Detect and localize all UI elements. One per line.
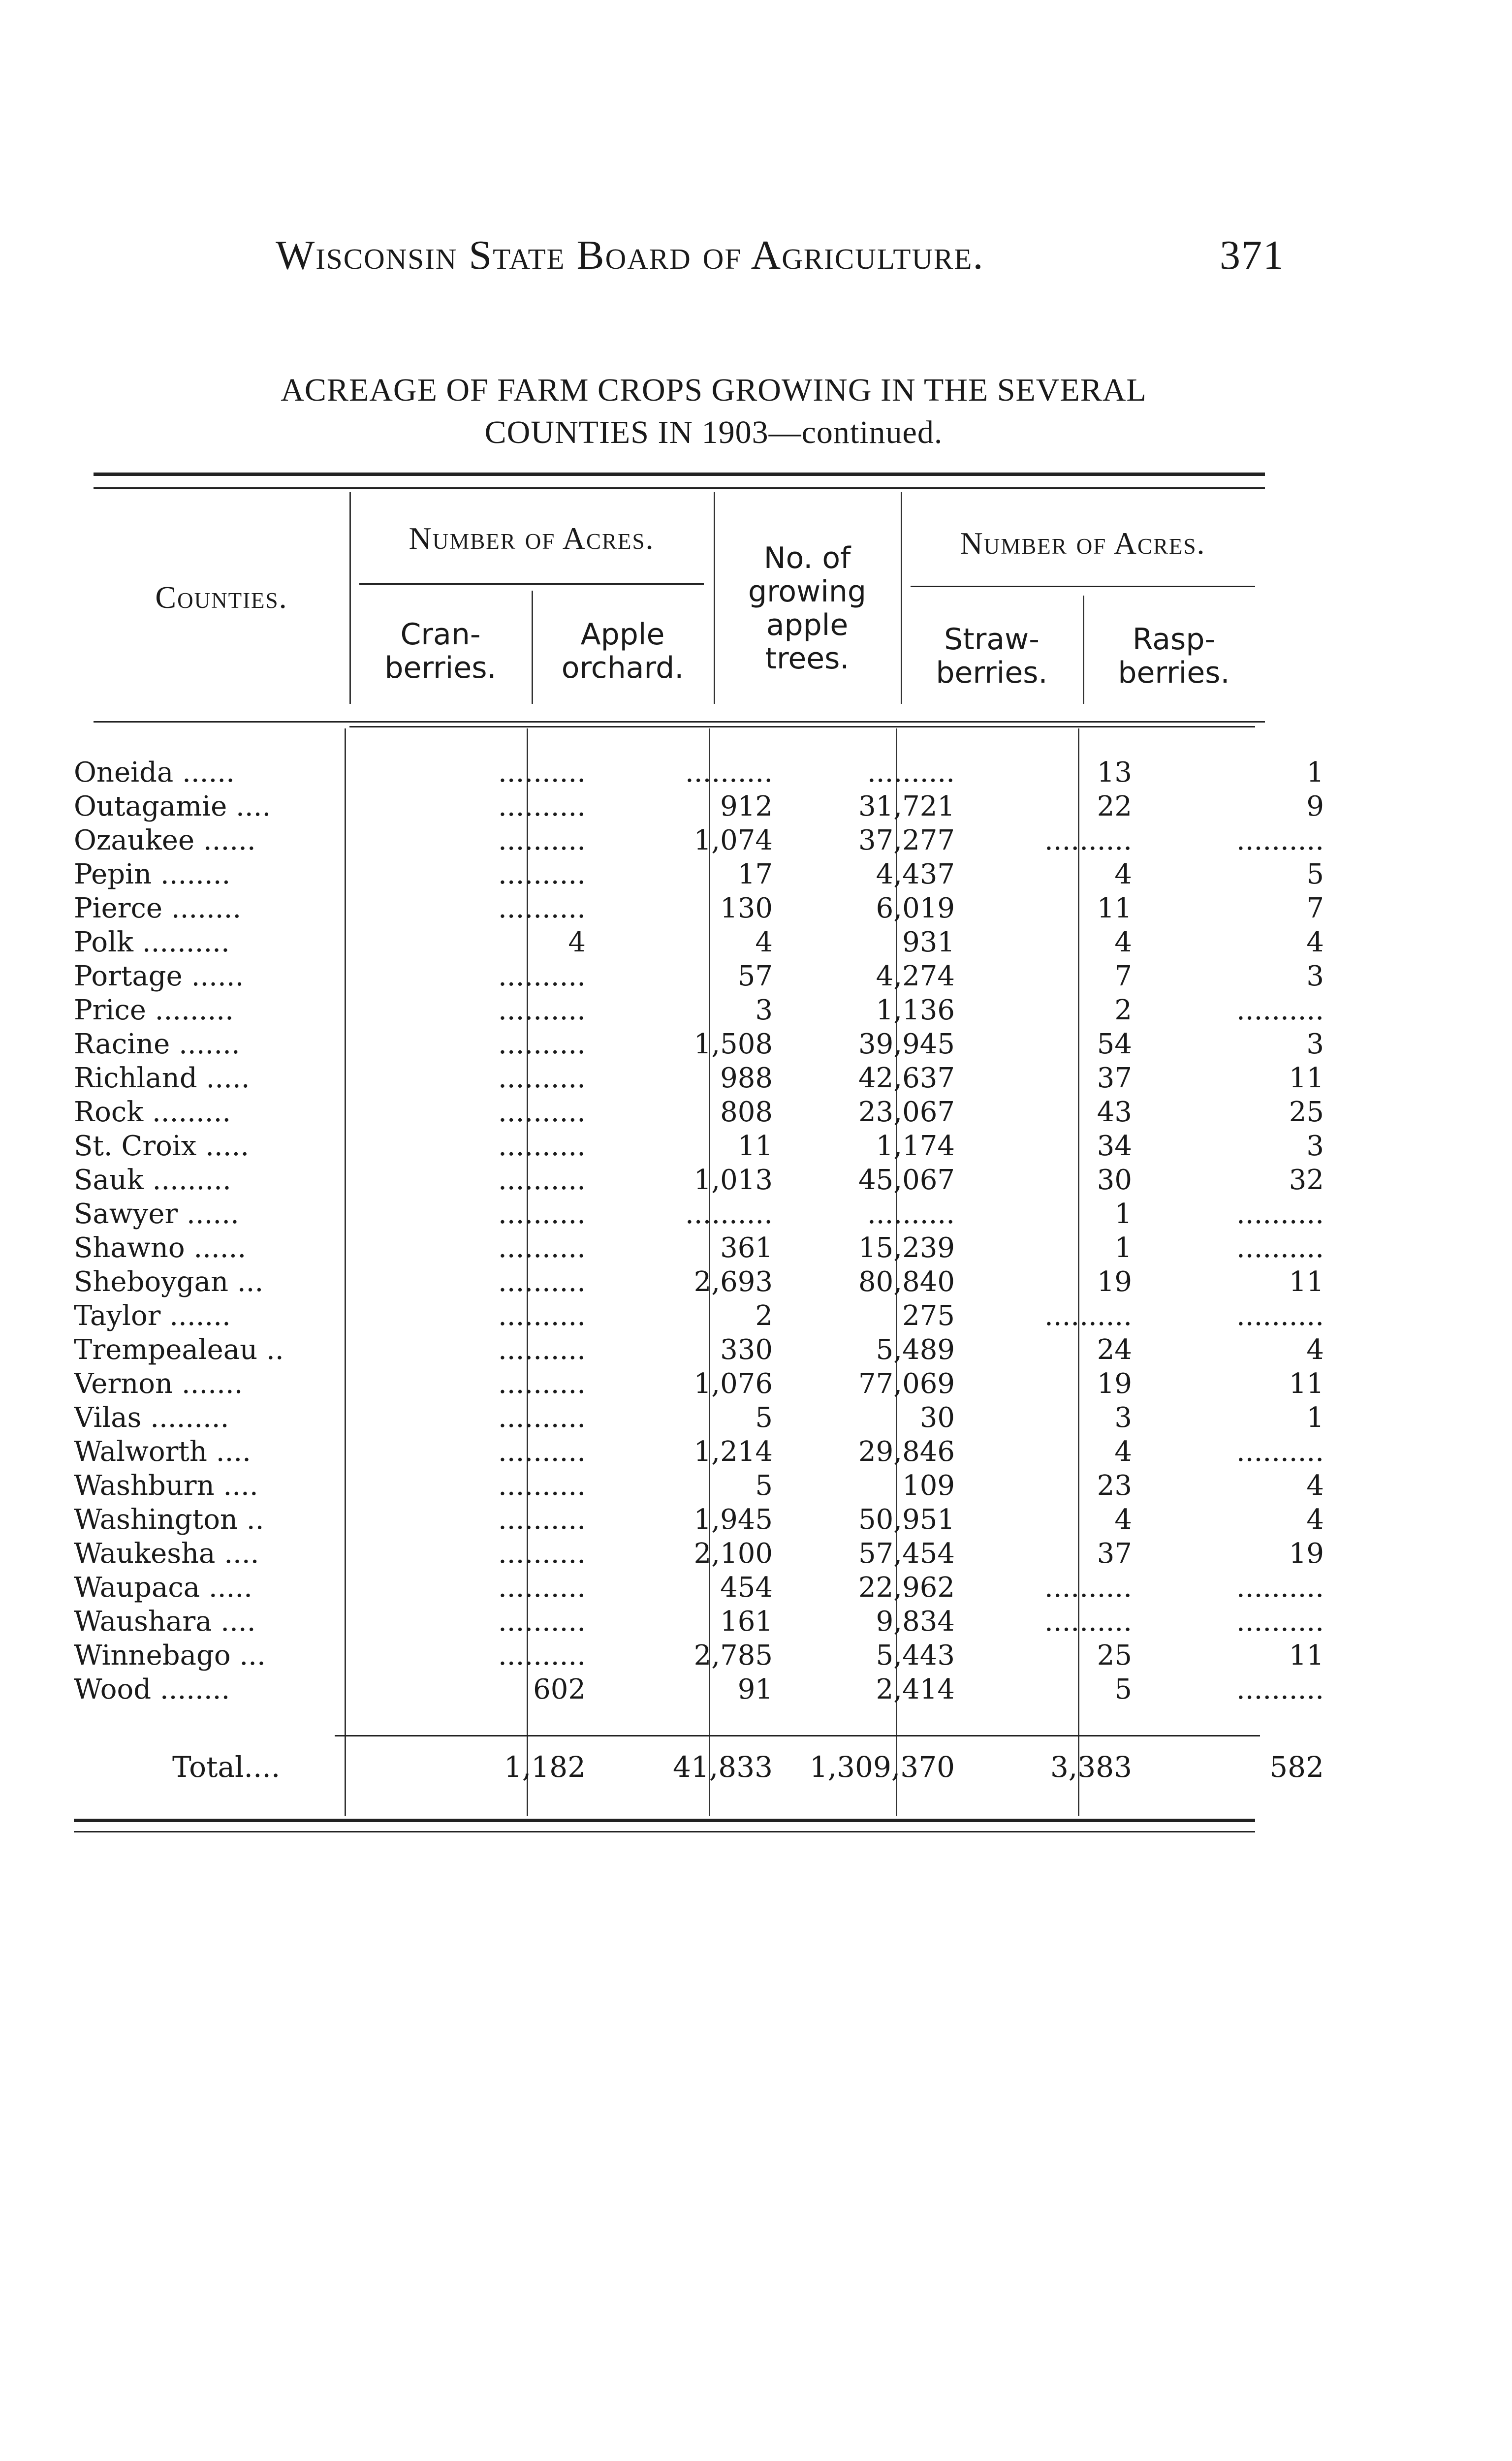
column-header-counties: Counties. bbox=[155, 580, 288, 615]
strawberries-value: 1 bbox=[1114, 1198, 1132, 1230]
raspberries-value: .......... bbox=[1236, 1673, 1324, 1705]
cranberries-value: .......... bbox=[498, 1232, 586, 1264]
strawberries-value: 13 bbox=[1097, 757, 1132, 789]
apple-orchard-value: 11 bbox=[737, 1130, 773, 1162]
total-cranberries: 1,182 bbox=[504, 1750, 586, 1784]
raspberries-value: 4 bbox=[1306, 1334, 1324, 1366]
strawberries-value: 11 bbox=[1097, 892, 1132, 924]
apple-trees-value: 2,414 bbox=[876, 1673, 955, 1705]
apple-orchard-value: 2,785 bbox=[693, 1640, 773, 1672]
apple-trees-value: 1,136 bbox=[876, 994, 955, 1026]
cranberries-value: 602 bbox=[533, 1673, 586, 1705]
county-name: Pierce ........ bbox=[74, 892, 242, 924]
column-header-line: Apple bbox=[580, 617, 665, 652]
apple-trees-value: 5,489 bbox=[876, 1334, 955, 1366]
total-strawberries: 3,383 bbox=[1050, 1750, 1132, 1784]
total-row bbox=[74, 1747, 1324, 1787]
cranberries-value: .......... bbox=[498, 1334, 586, 1366]
header-divider bbox=[349, 492, 351, 704]
total-label: Total.... bbox=[172, 1750, 281, 1784]
column-header-line: Cran- bbox=[400, 617, 481, 652]
county-name: Shawno ...... bbox=[74, 1232, 247, 1264]
apple-orchard-value: 5 bbox=[755, 1470, 773, 1502]
apple-trees-value: 42,637 bbox=[858, 1062, 955, 1094]
cranberries-value: 4 bbox=[568, 926, 586, 958]
apple-orchard-value: 1,214 bbox=[693, 1436, 773, 1468]
cranberries-value: .......... bbox=[498, 1368, 586, 1400]
table-top-rule bbox=[94, 473, 1265, 476]
strawberries-value: .......... bbox=[1044, 1572, 1132, 1604]
raspberries-value: 1 bbox=[1306, 1402, 1324, 1434]
county-name: Winnebago ... bbox=[74, 1640, 266, 1672]
table-row bbox=[74, 1503, 1324, 1537]
raspberries-value: 25 bbox=[1289, 1096, 1324, 1128]
table-row bbox=[74, 1333, 1324, 1367]
county-name: Sawyer ...... bbox=[74, 1198, 239, 1230]
cranberries-value: .......... bbox=[498, 1470, 586, 1502]
cranberries-value: .......... bbox=[498, 1572, 586, 1604]
cranberries-value: .......... bbox=[498, 790, 586, 822]
raspberries-value: .......... bbox=[1236, 1198, 1324, 1230]
strawberries-value: 37 bbox=[1097, 1062, 1132, 1094]
journal-title: Wisconsin State Board of Agriculture. bbox=[276, 232, 984, 278]
raspberries-value: .......... bbox=[1236, 1300, 1324, 1332]
subtotal-rule bbox=[335, 1735, 1260, 1736]
county-name: Richland ..... bbox=[74, 1062, 250, 1094]
table-row bbox=[74, 1537, 1324, 1571]
column-header-line: berries. bbox=[936, 656, 1048, 690]
apple-orchard-value: 5 bbox=[755, 1402, 773, 1434]
table-row bbox=[74, 1639, 1324, 1672]
strawberries-value: 4 bbox=[1114, 1436, 1132, 1468]
county-name: Washburn .... bbox=[74, 1470, 258, 1502]
apple-orchard-value: 17 bbox=[737, 858, 773, 890]
apple-trees-value: 29,846 bbox=[858, 1436, 955, 1468]
county-name: Washington .. bbox=[74, 1504, 264, 1536]
apple-orchard-value: 1,508 bbox=[693, 1028, 773, 1060]
table-row bbox=[74, 756, 1324, 789]
apple-orchard-value: 2,693 bbox=[693, 1266, 773, 1298]
table-row bbox=[74, 789, 1324, 823]
table-row bbox=[74, 1231, 1324, 1265]
column-header-line: berries. bbox=[384, 651, 497, 685]
raspberries-value: 11 bbox=[1289, 1266, 1324, 1298]
cranberries-value: .......... bbox=[498, 1300, 586, 1332]
table-row bbox=[74, 1095, 1324, 1129]
apple-trees-value: 5,443 bbox=[876, 1640, 955, 1672]
column-header-cranberries bbox=[354, 618, 527, 685]
table-bottom-rule bbox=[74, 1819, 1255, 1822]
cranberries-value: .......... bbox=[498, 757, 586, 789]
header-divider bbox=[532, 591, 533, 704]
table-row bbox=[74, 1197, 1324, 1231]
apple-orchard-value: 3 bbox=[755, 994, 773, 1026]
raspberries-value: 3 bbox=[1306, 960, 1324, 992]
county-name: Wood ........ bbox=[74, 1673, 230, 1705]
raspberries-value: 1 bbox=[1306, 757, 1324, 789]
cranberries-value: .......... bbox=[498, 824, 586, 856]
apple-trees-value: 37,277 bbox=[858, 824, 955, 856]
table-row bbox=[74, 1571, 1324, 1605]
apple-orchard-value: 912 bbox=[720, 790, 773, 822]
county-name: Ozaukee ...... bbox=[74, 824, 256, 856]
apple-orchard-value: 161 bbox=[720, 1606, 773, 1638]
cranberries-value: .......... bbox=[498, 1028, 586, 1060]
cranberries-value: .......... bbox=[498, 1096, 586, 1128]
county-name: Price ......... bbox=[74, 994, 234, 1026]
column-header-line: orchard. bbox=[561, 651, 684, 685]
strawberries-value: 7 bbox=[1114, 960, 1132, 992]
county-name: Racine ....... bbox=[74, 1028, 240, 1060]
strawberries-value: 25 bbox=[1097, 1640, 1132, 1672]
table-row bbox=[74, 1299, 1324, 1333]
strawberries-value: 3 bbox=[1114, 1402, 1132, 1434]
strawberries-value: 54 bbox=[1097, 1028, 1132, 1060]
body-top-rule bbox=[349, 726, 1255, 727]
apple-orchard-value: 808 bbox=[720, 1096, 773, 1128]
apple-trees-value: 931 bbox=[902, 926, 955, 958]
county-name: Pepin ........ bbox=[74, 858, 231, 890]
raspberries-value: .......... bbox=[1236, 824, 1324, 856]
apple-trees-value: .......... bbox=[867, 1198, 955, 1230]
table-row bbox=[74, 1265, 1324, 1299]
table-row bbox=[74, 823, 1324, 857]
strawberries-value: 1 bbox=[1114, 1232, 1132, 1264]
apple-trees-value: 9,834 bbox=[876, 1606, 955, 1638]
county-name: Polk .......... bbox=[74, 926, 230, 958]
table-bottom-rule-thin bbox=[74, 1831, 1255, 1832]
table-row bbox=[74, 1605, 1324, 1639]
table-row bbox=[74, 1469, 1324, 1503]
apple-trees-value: 15,239 bbox=[858, 1232, 955, 1264]
county-name: Sheboygan ... bbox=[74, 1266, 264, 1298]
page-number: 371 bbox=[1220, 232, 1285, 278]
apple-orchard-value: 988 bbox=[720, 1062, 773, 1094]
apple-trees-value: 23,067 bbox=[858, 1096, 955, 1128]
apple-orchard-value: 1,074 bbox=[693, 824, 773, 856]
apple-trees-value: 275 bbox=[902, 1300, 955, 1332]
apple-trees-value: 50,951 bbox=[858, 1504, 955, 1536]
county-name: Rock ......... bbox=[74, 1096, 231, 1128]
column-header-line: No. of bbox=[763, 541, 851, 575]
apple-trees-value: .......... bbox=[867, 757, 955, 789]
table-row bbox=[74, 857, 1324, 891]
county-name: Portage ...... bbox=[74, 960, 244, 992]
cranberries-value: .......... bbox=[498, 960, 586, 992]
group-rule bbox=[359, 583, 704, 585]
raspberries-value: 11 bbox=[1289, 1062, 1324, 1094]
raspberries-value: 3 bbox=[1306, 1130, 1324, 1162]
table-row bbox=[74, 1435, 1324, 1469]
cranberries-value: .......... bbox=[498, 1402, 586, 1434]
cranberries-value: .......... bbox=[498, 1504, 586, 1536]
apple-orchard-value: 330 bbox=[720, 1334, 773, 1366]
raspberries-value: .......... bbox=[1236, 1436, 1324, 1468]
table-row bbox=[74, 925, 1324, 959]
apple-trees-value: 31,721 bbox=[858, 790, 955, 822]
county-name: Waushara .... bbox=[74, 1606, 256, 1638]
apple-orchard-value: 454 bbox=[720, 1572, 773, 1604]
raspberries-value: 5 bbox=[1306, 858, 1324, 890]
table-top-rule-thin bbox=[94, 487, 1265, 489]
raspberries-value: 4 bbox=[1306, 926, 1324, 958]
column-header-line: apple bbox=[766, 608, 849, 642]
cranberries-value: .......... bbox=[498, 1538, 586, 1570]
cranberries-value: .......... bbox=[498, 1606, 586, 1638]
cranberries-value: .......... bbox=[498, 858, 586, 890]
apple-trees-value: 45,067 bbox=[858, 1164, 955, 1196]
total-apple-trees: 1,309,370 bbox=[809, 1750, 955, 1784]
raspberries-value: 4 bbox=[1306, 1470, 1324, 1502]
table-row bbox=[74, 1163, 1324, 1197]
strawberries-value: 30 bbox=[1097, 1164, 1132, 1196]
apple-trees-value: 80,840 bbox=[858, 1266, 955, 1298]
column-header-strawberries bbox=[906, 623, 1078, 690]
table-row bbox=[74, 1129, 1324, 1163]
strawberries-value: .......... bbox=[1044, 1300, 1132, 1332]
raspberries-value: 11 bbox=[1289, 1368, 1324, 1400]
county-name: Taylor ....... bbox=[74, 1300, 231, 1332]
apple-orchard-value: .......... bbox=[685, 1198, 773, 1230]
apple-trees-value: 57,454 bbox=[858, 1538, 955, 1570]
table-row bbox=[74, 1672, 1324, 1706]
column-header-line: trees. bbox=[765, 641, 850, 676]
column-header-line: Straw- bbox=[944, 622, 1040, 657]
apple-trees-value: 39,945 bbox=[858, 1028, 955, 1060]
strawberries-value: 43 bbox=[1097, 1096, 1132, 1128]
strawberries-value: 4 bbox=[1114, 858, 1132, 890]
county-name: Trempealeau .. bbox=[74, 1334, 284, 1366]
cranberries-value: .......... bbox=[498, 1130, 586, 1162]
county-name: St. Croix ..... bbox=[74, 1130, 250, 1162]
column-header-line: Rasp- bbox=[1132, 622, 1216, 657]
strawberries-value: .......... bbox=[1044, 824, 1132, 856]
table-title-line-2: COUNTIES IN 1903—continued. bbox=[484, 414, 943, 450]
apple-orchard-value: 2,100 bbox=[693, 1538, 773, 1570]
cranberries-value: .......... bbox=[498, 1062, 586, 1094]
raspberries-value: 3 bbox=[1306, 1028, 1324, 1060]
apple-orchard-value: 91 bbox=[737, 1673, 773, 1705]
strawberries-value: 24 bbox=[1097, 1334, 1132, 1366]
table-row bbox=[74, 1401, 1324, 1435]
county-name: Oneida ...... bbox=[74, 757, 235, 789]
strawberries-value: .......... bbox=[1044, 1606, 1132, 1638]
apple-orchard-value: 1,013 bbox=[693, 1164, 773, 1196]
strawberries-value: 19 bbox=[1097, 1266, 1132, 1298]
raspberries-value: 4 bbox=[1306, 1504, 1324, 1536]
apple-orchard-value: 1,076 bbox=[693, 1368, 773, 1400]
apple-trees-value: 4,437 bbox=[876, 858, 955, 890]
raspberries-value: .......... bbox=[1236, 1232, 1324, 1264]
strawberries-value: 2 bbox=[1114, 994, 1132, 1026]
apple-trees-value: 1,174 bbox=[876, 1130, 955, 1162]
apple-orchard-value: 4 bbox=[755, 926, 773, 958]
header-divider bbox=[1083, 596, 1084, 704]
total-raspberries: 582 bbox=[1269, 1750, 1324, 1784]
county-name: Vilas ......... bbox=[74, 1402, 229, 1434]
apple-orchard-value: .......... bbox=[685, 757, 773, 789]
strawberries-value: 34 bbox=[1097, 1130, 1132, 1162]
county-name: Vernon ....... bbox=[74, 1368, 243, 1400]
apple-orchard-value: 2 bbox=[755, 1300, 773, 1332]
raspberries-value: .......... bbox=[1236, 1572, 1324, 1604]
raspberries-value: 32 bbox=[1289, 1164, 1324, 1196]
table-row bbox=[74, 1061, 1324, 1095]
cranberries-value: .......... bbox=[498, 1436, 586, 1468]
header-bottom-rule bbox=[94, 721, 1265, 723]
cranberries-value: .......... bbox=[498, 892, 586, 924]
cranberries-value: .......... bbox=[498, 1640, 586, 1672]
header-divider bbox=[901, 492, 902, 704]
apple-trees-value: 22,962 bbox=[858, 1572, 955, 1604]
cranberries-value: .......... bbox=[498, 1198, 586, 1230]
county-name: Walworth .... bbox=[74, 1436, 251, 1468]
column-header-raspberries bbox=[1088, 623, 1260, 690]
strawberries-value: 5 bbox=[1114, 1673, 1132, 1705]
column-header-line: berries. bbox=[1118, 656, 1230, 690]
apple-trees-value: 109 bbox=[902, 1470, 955, 1502]
total-apple-orchard: 41,833 bbox=[673, 1750, 773, 1784]
column-header-apple-trees bbox=[719, 541, 896, 675]
table-row bbox=[74, 993, 1324, 1027]
cranberries-value: .......... bbox=[498, 1164, 586, 1196]
group-rule bbox=[911, 586, 1255, 587]
county-name: Sauk ......... bbox=[74, 1164, 231, 1196]
apple-trees-value: 30 bbox=[919, 1402, 955, 1434]
raspberries-value: 7 bbox=[1306, 892, 1324, 924]
column-group-header: Number of Acres. bbox=[960, 526, 1206, 561]
column-header-apple-orchard bbox=[536, 618, 709, 685]
raspberries-value: .......... bbox=[1236, 1606, 1324, 1638]
apple-orchard-value: 130 bbox=[720, 892, 773, 924]
table-title-line-1: ACREAGE OF FARM CROPS GROWING IN THE SEVERAL bbox=[281, 372, 1147, 408]
apple-orchard-value: 361 bbox=[720, 1232, 773, 1264]
apple-trees-value: 4,274 bbox=[876, 960, 955, 992]
county-name: Waukesha .... bbox=[74, 1538, 259, 1570]
column-group-header: Number of Acres. bbox=[409, 521, 655, 556]
raspberries-value: 19 bbox=[1289, 1538, 1324, 1570]
raspberries-value: 11 bbox=[1289, 1640, 1324, 1672]
raspberries-value: .......... bbox=[1236, 994, 1324, 1026]
cranberries-value: .......... bbox=[498, 994, 586, 1026]
strawberries-value: 37 bbox=[1097, 1538, 1132, 1570]
strawberries-value: 4 bbox=[1114, 1504, 1132, 1536]
table-row bbox=[74, 959, 1324, 993]
apple-trees-value: 77,069 bbox=[858, 1368, 955, 1400]
strawberries-value: 4 bbox=[1114, 926, 1132, 958]
table-row bbox=[74, 891, 1324, 925]
strawberries-value: 23 bbox=[1097, 1470, 1132, 1502]
apple-orchard-value: 1,945 bbox=[693, 1504, 773, 1536]
strawberries-value: 19 bbox=[1097, 1368, 1132, 1400]
header-divider bbox=[714, 492, 715, 704]
column-header-line: growing bbox=[748, 574, 866, 609]
cranberries-value: .......... bbox=[498, 1266, 586, 1298]
county-name: Waupaca ..... bbox=[74, 1572, 252, 1604]
county-name: Outagamie .... bbox=[74, 790, 271, 822]
apple-orchard-value: 57 bbox=[737, 960, 773, 992]
apple-trees-value: 6,019 bbox=[876, 892, 955, 924]
table-row bbox=[74, 1027, 1324, 1061]
raspberries-value: 9 bbox=[1306, 790, 1324, 822]
table-row bbox=[74, 1367, 1324, 1401]
strawberries-value: 22 bbox=[1097, 790, 1132, 822]
